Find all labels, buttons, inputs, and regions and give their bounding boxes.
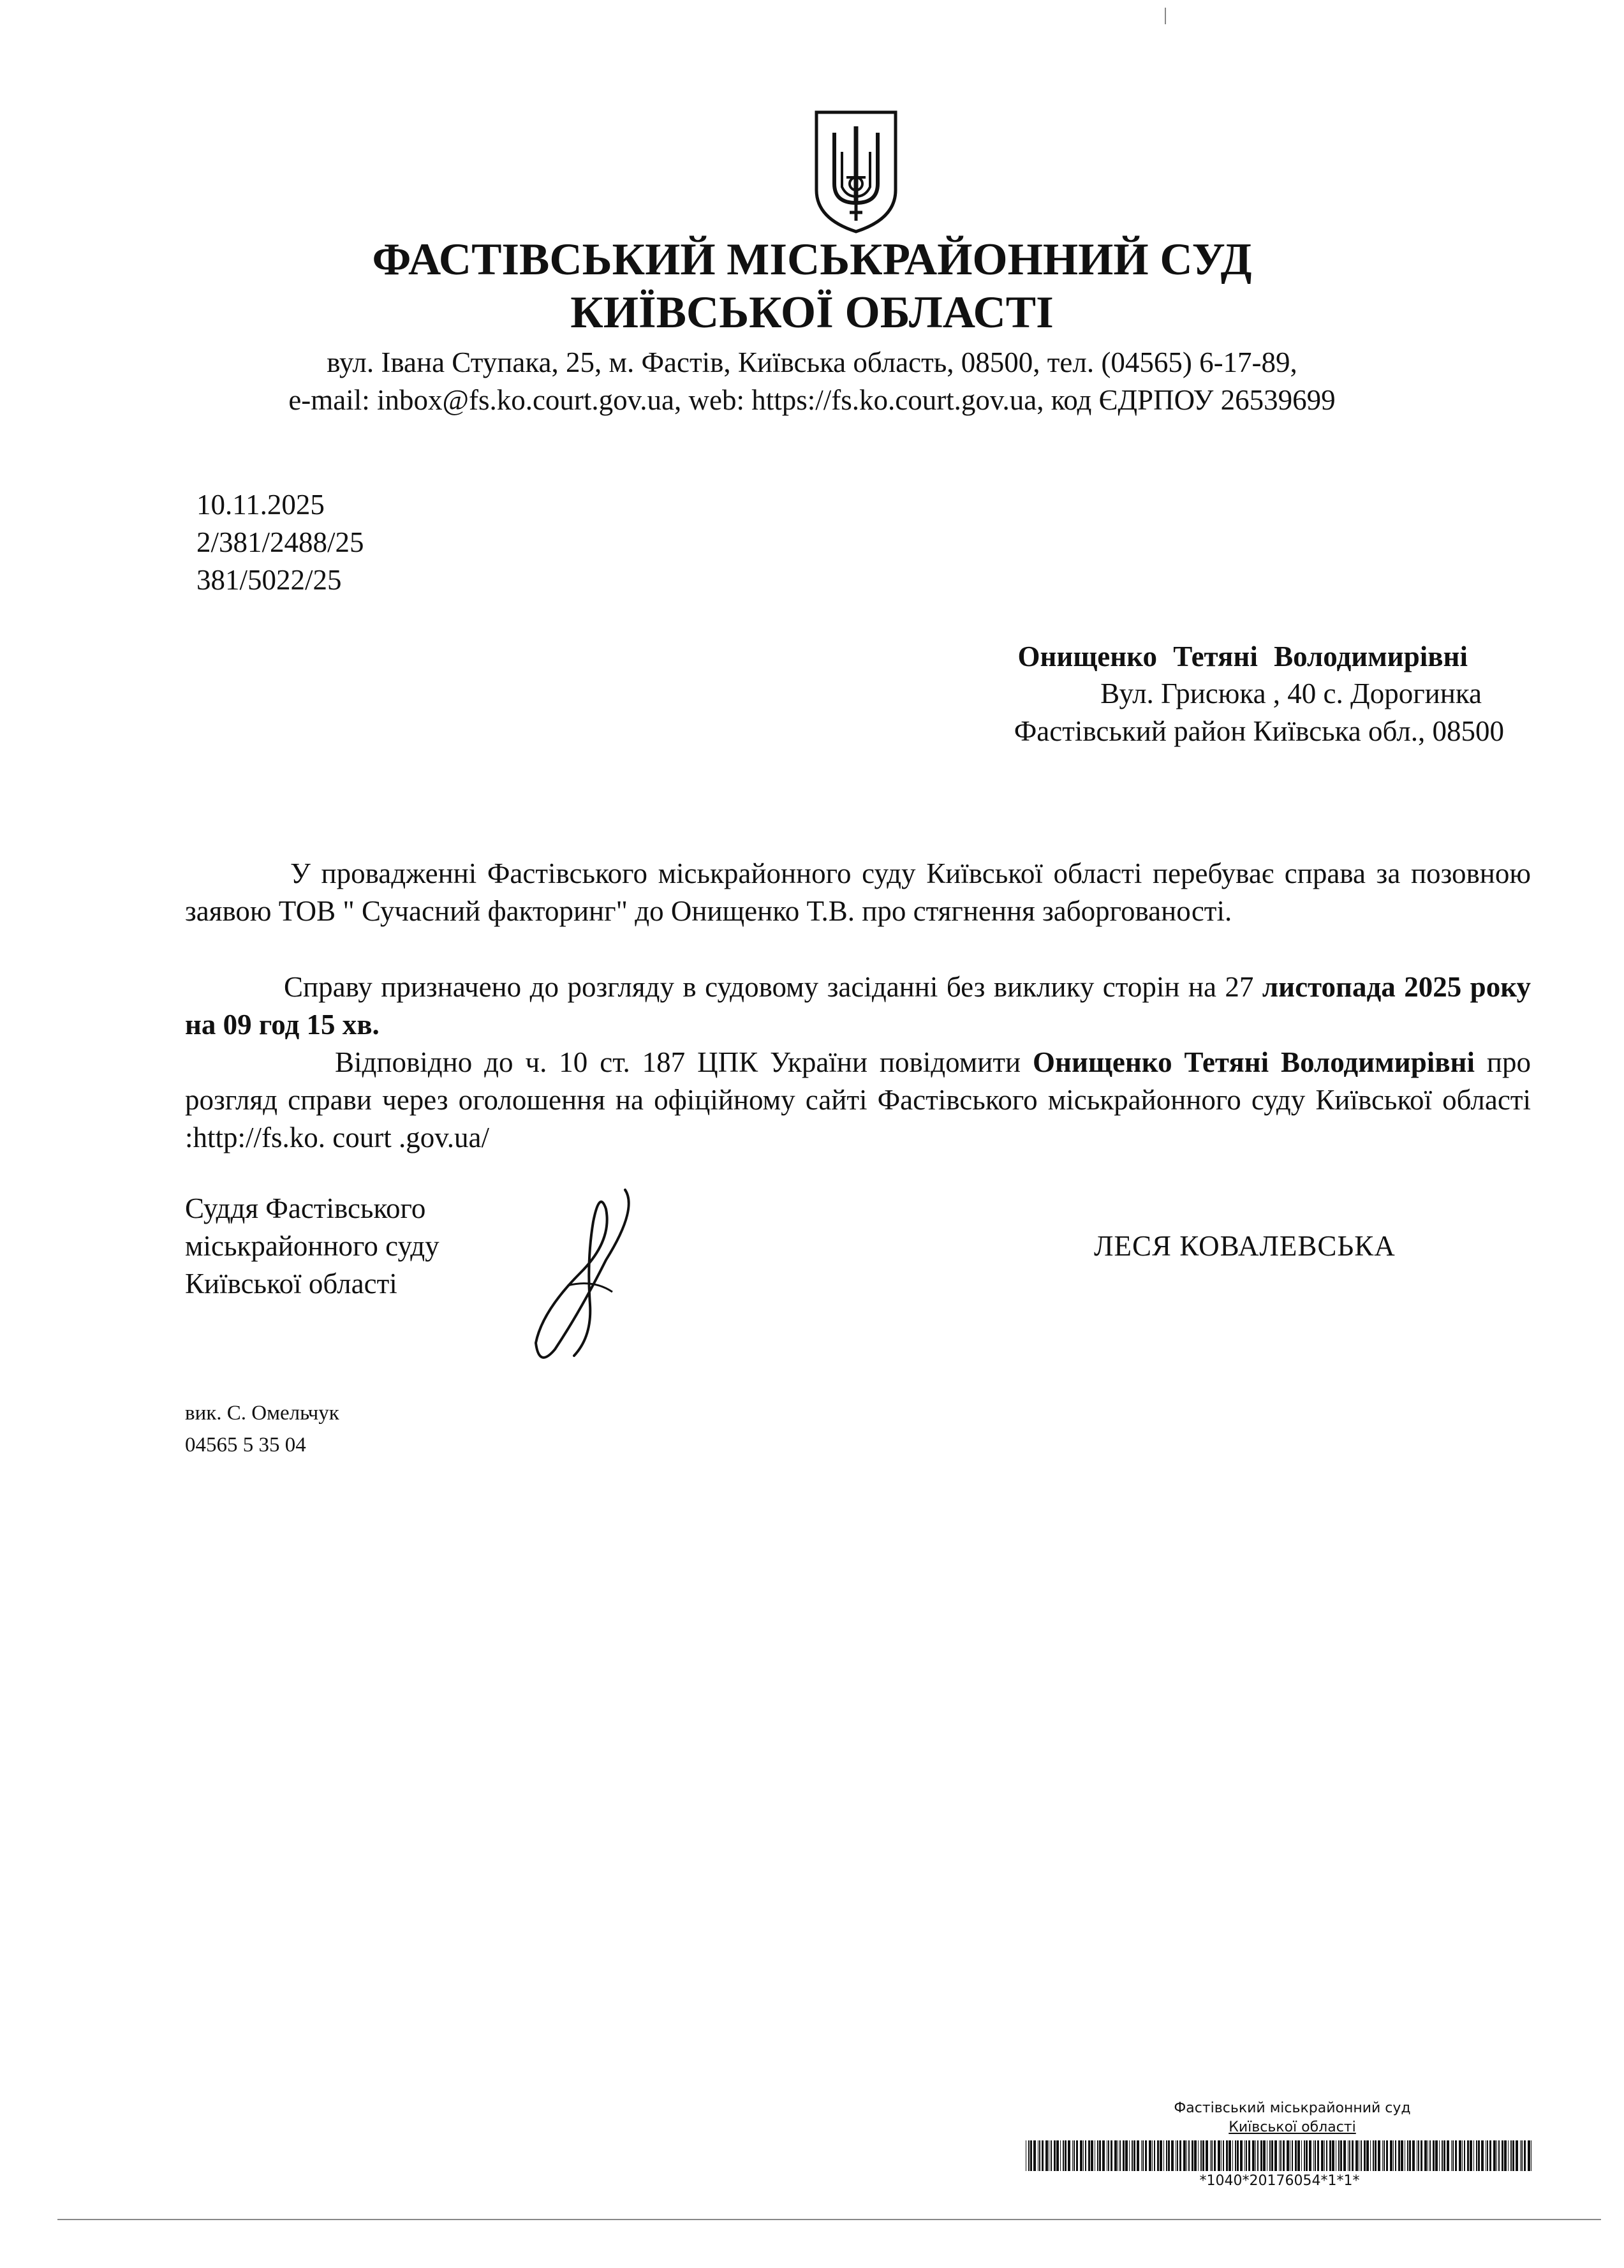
case-number: 2/381/2488/25 — [196, 526, 364, 558]
barcode-bar — [1390, 2140, 1392, 2171]
barcode-bar — [1361, 2140, 1362, 2171]
barcode-bar — [1244, 2140, 1245, 2171]
barcode-bar — [1384, 2140, 1385, 2171]
barcode-bar — [1260, 2140, 1262, 2171]
judge-title-line2: міськрайонного суду — [185, 1230, 439, 1262]
barcode-bar — [1418, 2140, 1419, 2171]
barcode-bar — [1054, 2140, 1056, 2171]
barcode-bar — [1395, 2140, 1396, 2171]
barcode-bar — [1080, 2140, 1082, 2171]
stamp-line1: Фастівський міськрайонний суд — [1174, 2100, 1411, 2116]
barcode-image — [1024, 2140, 1535, 2171]
barcode-bar — [1083, 2140, 1084, 2171]
barcode-bar — [1378, 2140, 1380, 2171]
barcode-number: *1040*20176054*1*1* — [1199, 2173, 1360, 2189]
outgoing-number: 381/5022/25 — [196, 564, 342, 596]
judge-title — [185, 1190, 439, 1303]
court-contacts: e-mail: inbox@fs.ko.court.gov.ua, web: https://fs.ko.court.gov.ua, код ЄДРПОУ 26539699 — [288, 384, 1336, 416]
barcode-bar — [1473, 2140, 1474, 2171]
barcode-bar — [1412, 2140, 1415, 2171]
barcode-bar — [1194, 2140, 1197, 2171]
barcode-bar — [1240, 2140, 1243, 2171]
barcode-bar — [1324, 2140, 1325, 2171]
trident-coat-of-arms-icon — [811, 107, 901, 235]
barcode-bar — [1504, 2140, 1507, 2171]
barcode-bar — [1154, 2140, 1155, 2171]
court-address: вул. Івана Ступака, 25, м. Фастів, Київська область, 08500, тел. (04565) 6-17-89, — [327, 346, 1297, 378]
barcode-bar — [1338, 2140, 1340, 2171]
barcode-bar — [1443, 2140, 1445, 2171]
document-date: 10.11.2025 — [196, 489, 325, 521]
barcode-bar — [1424, 2140, 1427, 2171]
barcode-bar — [1329, 2140, 1331, 2171]
barcode-bar — [1306, 2140, 1308, 2171]
barcode-bar — [1304, 2140, 1305, 2171]
barcode-bar — [1516, 2140, 1518, 2171]
barcode-bar — [1531, 2140, 1532, 2171]
barcode-bar — [1386, 2140, 1388, 2171]
barcode-bar — [1364, 2140, 1366, 2171]
barcode-bar — [1280, 2140, 1281, 2171]
hearing-text: Справу призначено до розгляду в судовому засіданні без виклику сторін на 27 — [284, 971, 1262, 1003]
barcode-bar — [1091, 2140, 1093, 2171]
recipient-address-line1: Вул. Грисюка , 40 с. Дорогинка — [1100, 678, 1482, 709]
barcode-bar — [1252, 2140, 1255, 2171]
barcode-bar — [1229, 2140, 1231, 2171]
barcode-bar — [1108, 2140, 1109, 2171]
hearing-datetime: листопада 2025 року на 09 год 15 хв. — [185, 971, 1531, 1041]
barcode-bar — [1313, 2140, 1314, 2171]
barcode-bar — [1177, 2140, 1178, 2171]
barcode-bar — [1366, 2140, 1369, 2171]
barcode-bar — [1274, 2140, 1277, 2171]
barcode-bar — [1097, 2140, 1098, 2171]
barcode-bar — [1452, 2140, 1454, 2171]
barcode-bar — [1168, 2140, 1170, 2171]
barcode-bar — [1192, 2140, 1193, 2171]
barcode-bar — [1407, 2140, 1408, 2171]
barcode-bar — [1076, 2140, 1078, 2171]
executor-name: вик. С. Омельчук — [185, 1402, 339, 1425]
barcode-bar — [1435, 2140, 1438, 2171]
barcode-bar — [1487, 2140, 1488, 2171]
barcode-bar — [1502, 2140, 1503, 2171]
paragraph-hearing-date — [185, 968, 1531, 1044]
barcode-bar — [1237, 2140, 1239, 2171]
registration-stamp — [1037, 2099, 1547, 2137]
barcode-bar — [1508, 2140, 1509, 2171]
barcode-bar — [1255, 2140, 1256, 2171]
barcode-bar — [1489, 2140, 1491, 2171]
barcode-bar — [1200, 2140, 1202, 2171]
barcode-bar — [1060, 2140, 1061, 2171]
barcode-bar — [1051, 2140, 1052, 2171]
barcode-bar — [1072, 2140, 1073, 2171]
barcode-bar — [1521, 2140, 1523, 2171]
barcode-bar — [1279, 2140, 1280, 2171]
court-name-line1: ФАСТІВСЬКИЙ МІСЬКРАЙОННИЙ СУД — [372, 235, 1252, 285]
barcode-bar — [1074, 2140, 1075, 2171]
barcode-bar — [1114, 2140, 1117, 2171]
recipient-address-line2: Фастівський район Київська обл., 08500 — [1014, 715, 1504, 747]
barcode-bar — [1493, 2140, 1496, 2171]
barcode-bar — [1447, 2140, 1449, 2171]
barcode-bar — [1039, 2140, 1040, 2171]
barcode-bar — [1111, 2140, 1112, 2171]
barcode-bar — [1160, 2140, 1162, 2171]
barcode-bar — [1269, 2140, 1271, 2171]
barcode-bar — [1123, 2140, 1125, 2171]
barcode-bar — [1226, 2140, 1228, 2171]
barcode-bar — [1524, 2140, 1526, 2171]
barcode-bar — [1442, 2140, 1443, 2171]
barcode-bar — [1382, 2140, 1383, 2171]
barcode-bar — [1401, 2140, 1403, 2171]
barcode-bar — [1496, 2140, 1497, 2171]
paragraph-notice — [185, 1044, 1531, 1157]
barcode-bar — [1297, 2140, 1300, 2171]
barcode-bar — [1068, 2140, 1070, 2171]
barcode-bar — [1352, 2140, 1354, 2171]
barcode-bar — [1409, 2140, 1411, 2171]
barcode-bar — [1179, 2140, 1181, 2171]
barcode-bar — [1129, 2140, 1130, 2171]
barcode-bar — [1301, 2140, 1302, 2171]
barcode-bar — [1186, 2140, 1187, 2171]
barcode-bar — [1510, 2140, 1512, 2171]
barcode-bar — [1202, 2140, 1204, 2171]
barcode-bar — [1152, 2140, 1153, 2171]
barcode-bar — [1478, 2140, 1480, 2171]
barcode-bar — [1028, 2140, 1030, 2171]
barcode-bar — [1433, 2140, 1435, 2171]
barcode-bar — [1223, 2140, 1224, 2171]
barcode-bar — [1145, 2140, 1147, 2171]
judge-title-line3: Київської області — [185, 1268, 397, 1300]
barcode-bar — [1455, 2140, 1457, 2171]
barcode-bar — [1309, 2140, 1311, 2171]
notice-text-start: Відповідно до ч. 10 ст. 187 ЦПК України повідомити — [335, 1046, 1033, 1078]
barcode-bar — [1481, 2140, 1484, 2171]
judge-title-line1: Суддя Фастівського — [185, 1192, 426, 1224]
judge-name: ЛЕСЯ КОВАЛЕВСЬКА — [1094, 1230, 1396, 1262]
barcode-bar — [1063, 2140, 1064, 2171]
executor-phone: 04565 5 35 04 — [185, 1434, 306, 1456]
barcode-bar — [1520, 2140, 1521, 2171]
barcode-bar — [1355, 2140, 1358, 2171]
notice-text-end: про розгляд справи через оголошення на офіційному сайті Фастівського міськрайонного суду Київської області :http://fs.ko. court .gov.ua/ — [185, 1046, 1531, 1153]
barcode-bar — [1462, 2140, 1463, 2171]
executor-info — [185, 1397, 339, 1461]
stamp-line2: Київської області — [1229, 2119, 1356, 2135]
barcode-bar — [1157, 2140, 1159, 2171]
barcode-bar — [1141, 2140, 1142, 2171]
barcode-bar — [1459, 2140, 1461, 2171]
notice-recipient-name: Онищенко Тетяні Володимирівні — [1033, 1046, 1475, 1078]
barcode-bar — [1470, 2140, 1472, 2171]
barcode-bar — [1030, 2140, 1032, 2171]
barcode-bar — [1321, 2140, 1324, 2171]
barcode-bar — [1163, 2140, 1164, 2171]
barcode-bar — [1183, 2140, 1186, 2171]
barcode-bar — [1287, 2140, 1289, 2171]
handwritten-signature — [529, 1183, 644, 1368]
barcode-bar — [1464, 2140, 1465, 2171]
barcode-bar — [1099, 2140, 1101, 2171]
barcode-bar — [1429, 2140, 1431, 2171]
barcode-bar — [1206, 2140, 1208, 2171]
barcode-bar — [1221, 2140, 1222, 2171]
barcode-bar — [1042, 2140, 1044, 2171]
barcode-bar — [1133, 2140, 1135, 2171]
barcode-bar — [1211, 2140, 1213, 2171]
scan-artifact — [1165, 8, 1166, 24]
barcode-bar — [1214, 2140, 1216, 2171]
barcode-bar — [1198, 2140, 1199, 2171]
barcode-bar — [1332, 2140, 1334, 2171]
barcode-bar — [1421, 2140, 1422, 2171]
barcode-bar — [1102, 2140, 1105, 2171]
barcode-bar — [1119, 2140, 1121, 2171]
barcode-bar — [1263, 2140, 1266, 2171]
barcode-bar — [1235, 2140, 1236, 2171]
barcode-bar — [1142, 2140, 1144, 2171]
barcode-bar — [1232, 2140, 1233, 2171]
barcode-bar — [1476, 2140, 1477, 2171]
barcode-bar — [1033, 2140, 1036, 2171]
barcode-bar — [1085, 2140, 1086, 2171]
barcode-bar — [1149, 2140, 1151, 2171]
barcode-bar — [1283, 2140, 1285, 2171]
barcode-bar — [1218, 2140, 1220, 2171]
barcode-bar — [1257, 2140, 1259, 2171]
barcode-bar — [1315, 2140, 1316, 2171]
barcode-bar — [1375, 2140, 1377, 2171]
barcode-bar — [1132, 2140, 1133, 2171]
barcode-bar — [1467, 2140, 1469, 2171]
barcode-bar — [1166, 2140, 1167, 2171]
barcode-bar — [1343, 2140, 1346, 2171]
barcode-bar — [1512, 2140, 1514, 2171]
barcode-bar — [1317, 2140, 1319, 2171]
paragraph-case-info: У провадженні Фастівського міськрайонного суду Київської області перебуває справа за позовною заявою ТОВ " Сучасний факторинг" до Онищенко Т.В. про стягнення заборгованості. — [185, 857, 1531, 927]
barcode-bar — [1398, 2140, 1400, 2171]
barcode-bar — [1393, 2140, 1394, 2171]
barcode-bar — [1349, 2140, 1350, 2171]
barcode-bar — [1125, 2140, 1128, 2171]
barcode-bar — [1248, 2140, 1250, 2171]
barcode-bar — [1088, 2140, 1090, 2171]
barcode-bar — [1271, 2140, 1273, 2171]
page-edge-line — [57, 2219, 1601, 2220]
barcode-bar — [1340, 2140, 1342, 2171]
barcode-bar — [1045, 2140, 1048, 2171]
barcode-bar — [1498, 2140, 1500, 2171]
barcode-bar — [1065, 2140, 1067, 2171]
barcode-bar — [1439, 2140, 1440, 2171]
barcode-bar — [1326, 2140, 1327, 2171]
barcode-bar — [1292, 2140, 1293, 2171]
barcode-bar — [1373, 2140, 1374, 2171]
barcode-bar — [1295, 2140, 1297, 2171]
recipient-name: Онищенко Тетяні Володимирівні — [1017, 641, 1468, 672]
barcode-bar — [1246, 2140, 1247, 2171]
barcode-bar — [1528, 2140, 1530, 2171]
barcode-bar — [1171, 2140, 1174, 2171]
barcode-bar — [1210, 2140, 1211, 2171]
court-name-line2: КИЇВСЬКОЇ ОБЛАСТІ — [570, 288, 1054, 337]
barcode-bar — [1188, 2140, 1190, 2171]
barcode-bar — [1137, 2140, 1139, 2171]
barcode-bar — [1451, 2140, 1452, 2171]
barcode-bar — [1370, 2140, 1371, 2171]
barcode-bar — [1056, 2140, 1059, 2171]
